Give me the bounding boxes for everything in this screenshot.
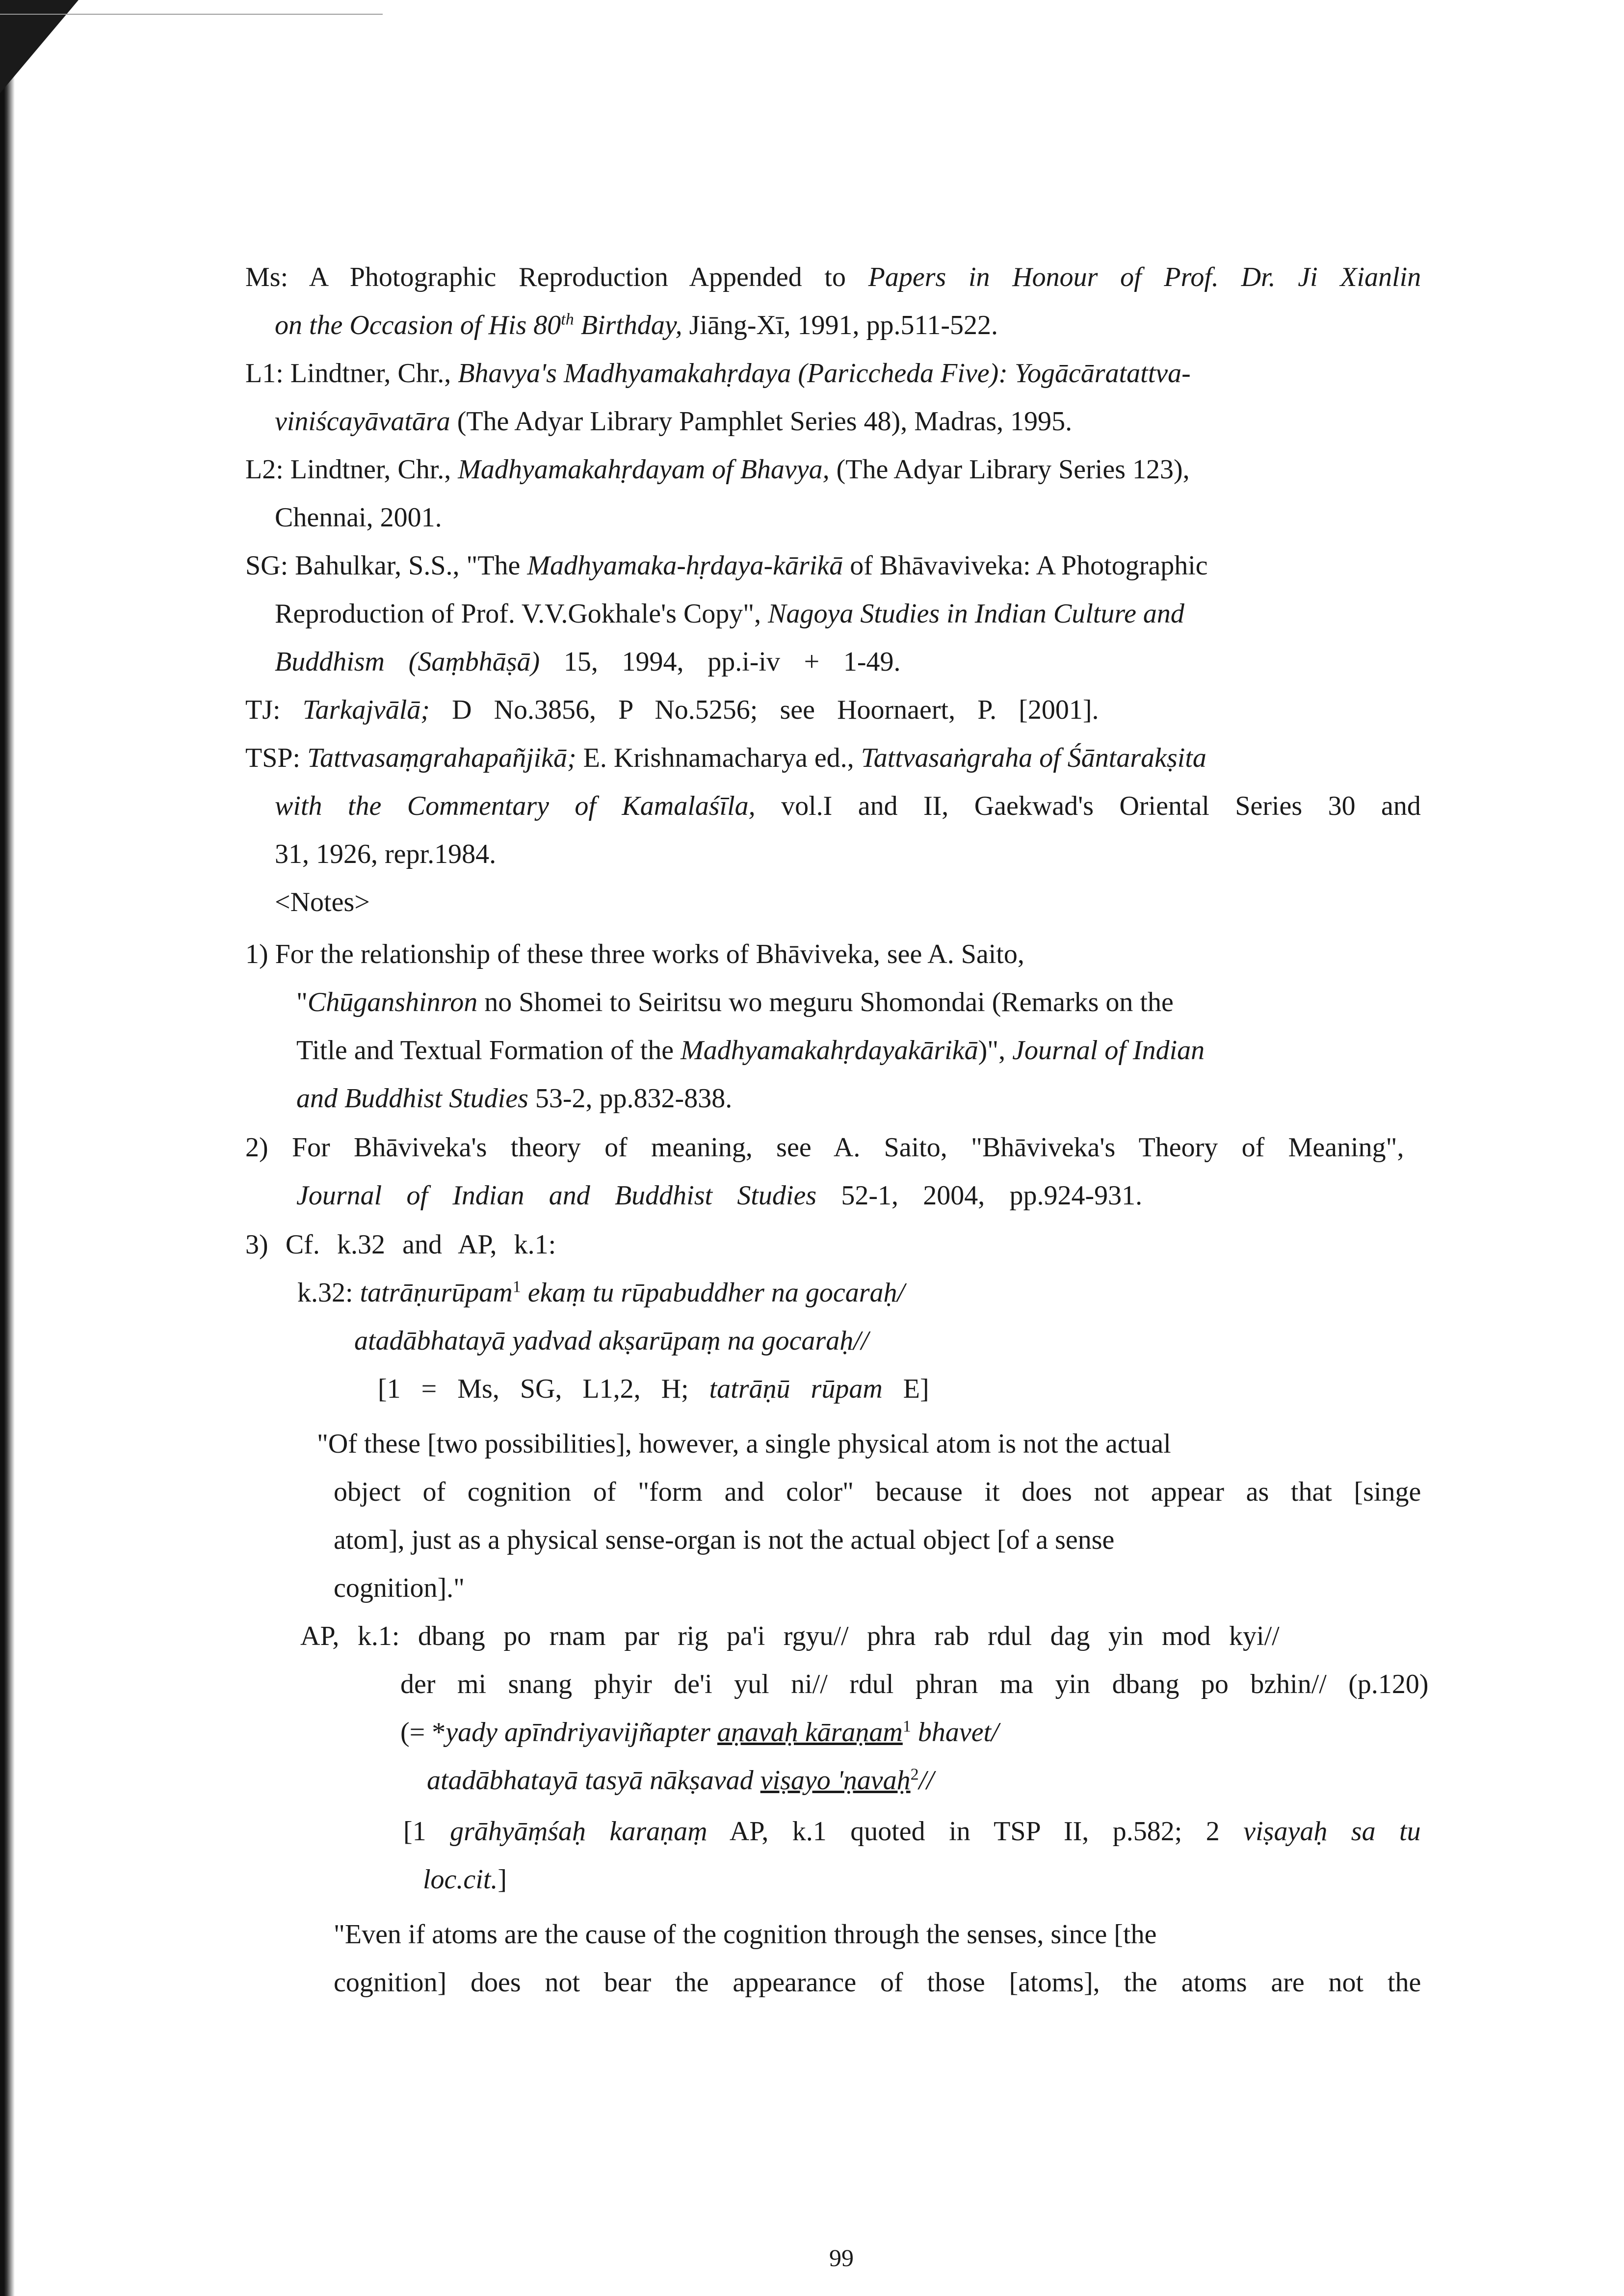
italic-text: atadābhatayā tasyā nākṣavad (427, 1765, 760, 1796)
text-run: no Shomei to Seiritsu wo meguru Shomondai (Remarks on the (477, 987, 1174, 1018)
text-line (275, 501, 442, 534)
italic-text: Journal of Indian (1012, 1035, 1205, 1066)
italic-text: Tattvasaṃgrahapañjikā; (307, 743, 576, 773)
text-line (275, 646, 901, 678)
italic-text: yady apīndriyavijñapter (445, 1717, 717, 1748)
italic-text: atadābhatayā yadvad akṣarūpaṃ na gocaraḥ// (354, 1326, 869, 1356)
italic-text: grāhyāṃśaḥ karaṇaṃ (450, 1816, 707, 1847)
text-run: SG: Bahulkar, S.S., "The (245, 550, 527, 581)
text-line (300, 1620, 1280, 1652)
text-run: k.32: (297, 1278, 360, 1308)
text-line (245, 549, 1208, 582)
text-run: cognition] does not bear the appearance of those [atoms], the atoms are not the (334, 1967, 1421, 1998)
scan-shadow-edge (0, 0, 15, 2296)
text-run: AP, k.1 quoted in TSP II, p.582; 2 (707, 1816, 1244, 1847)
text-run: [1 (403, 1816, 450, 1847)
text-run: 53-2, pp.832-838. (528, 1083, 733, 1114)
italic-text: Tarkajvālā; (302, 695, 430, 725)
text-run: 52-1, 2004, pp.924-931. (816, 1180, 1143, 1211)
text-line (245, 742, 1206, 774)
text-line (317, 1428, 1171, 1460)
text-run: 15, 1994, pp.i-iv + 1-49. (540, 647, 901, 677)
text-line (400, 1716, 999, 1748)
text-run: Jiāng-Xī, 1991, pp.511-522. (682, 310, 998, 340)
text-line (296, 1082, 732, 1115)
text-run: "Even if atoms are the cause of the cognition through the senses, since [the (334, 1919, 1157, 1950)
text-run: Title and Textual Formation of the (296, 1035, 681, 1066)
text-run: "Of these [two possibilities], however, a single physical atom is not the actual (317, 1429, 1171, 1459)
superscript-marker: th (561, 310, 574, 329)
italic-text: Bhavya's Madhyamakahṛdaya (Pariccheda Five): Yogācāratattva- (458, 358, 1191, 389)
text-line (334, 1918, 1156, 1951)
text-run: Reproduction of Prof. V.V.Gokhale's Copy", (275, 599, 768, 629)
text-line (275, 309, 998, 341)
text-line (354, 1325, 868, 1357)
italic-text: Madhyamaka-hṛdaya-kārikā (527, 550, 843, 581)
text-run: 31, 1926, repr.1984. (275, 839, 497, 869)
italic-text: with the Commentary of Kamalaśīla, (275, 791, 756, 821)
text-run: " (296, 987, 308, 1018)
text-run: of Bhāvaviveka: A Photographic (843, 550, 1208, 581)
italic-text: Birthday, (574, 310, 682, 340)
text-line (275, 790, 1421, 822)
italic-text: viṣayo 'ṇavaḥ (760, 1765, 911, 1796)
text-run: L1: Lindtner, Chr., (245, 358, 458, 389)
italic-text: Madhyamakahṛdayakārikā (681, 1035, 978, 1066)
superscript-marker: 1 (902, 1717, 911, 1736)
text-line (275, 405, 1072, 438)
text-line (296, 986, 1174, 1018)
text-line (245, 1228, 556, 1261)
text-line (403, 1815, 1421, 1848)
italic-text: viniścayāvatāra (275, 406, 450, 437)
text-run: [1 = Ms, SG, L1,2, H; (378, 1374, 709, 1404)
text-line (245, 261, 1421, 293)
text-run: E. Krishnamacharya ed., (576, 743, 861, 773)
italic-text: Madhyamakahṛdayam of Bhavya, (458, 454, 830, 485)
italic-text: Tattvasaṅgraha of Śāntarakṣita (861, 743, 1206, 773)
text-run: L2: Lindtner, Chr., (245, 454, 458, 485)
text-line (297, 1277, 905, 1309)
text-run: cognition]." (334, 1573, 465, 1603)
text-run: TSP: (245, 743, 308, 773)
text-line (334, 1476, 1421, 1508)
text-run: Ms: A Photographic Reproduction Appended to (245, 262, 868, 292)
text-run: (The Adyar Library Series 123), (829, 454, 1190, 485)
italic-text: Papers in Honour of Prof. Dr. Ji Xianlin (868, 262, 1421, 292)
italic-text: loc.cit. (423, 1864, 498, 1895)
italic-text: // (918, 1765, 934, 1796)
text-run: )", (978, 1035, 1013, 1066)
text-line (245, 938, 1024, 970)
text-run: atom], just as a physical sense-organ is not the actual object [of a sense (334, 1525, 1115, 1555)
italic-text: tatrāṇū rūpam (709, 1374, 883, 1404)
text-run: vol.I and II, Gaekwad's Oriental Series 30 and (755, 791, 1421, 821)
text-line (400, 1668, 1429, 1700)
text-line (245, 357, 1191, 390)
text-line (423, 1863, 507, 1896)
text-line (275, 598, 1184, 630)
text-line (427, 1764, 934, 1797)
italic-text: ekaṃ tu rūpabuddher na gocaraḥ/ (521, 1278, 905, 1308)
text-line (296, 1179, 1142, 1212)
italic-text: Buddhism (Saṃbhāṣā) (275, 647, 540, 677)
italic-text: and Buddhist Studies (296, 1083, 528, 1114)
text-line (334, 1524, 1114, 1556)
scan-top-line (0, 14, 383, 15)
superscript-marker: 1 (512, 1278, 521, 1296)
text-line (296, 1034, 1205, 1067)
text-run: (= * (400, 1717, 446, 1748)
text-run: der mi snang phyir de'i yul ni// rdul phran ma yin dbang po bzhin// (p.120) (400, 1669, 1429, 1699)
text-run: 3) Cf. k.32 and AP, k.1: (245, 1229, 556, 1260)
text-line (334, 1572, 465, 1604)
italic-text: bhavet/ (911, 1717, 999, 1748)
page-number: 99 (829, 2244, 854, 2271)
superscript-marker: 2 (910, 1765, 919, 1784)
italic-text: viṣayaḥ sa tu (1243, 1816, 1421, 1847)
italic-text: Nagoya Studies in Indian Culture and (768, 599, 1184, 629)
text-run: ] (498, 1864, 507, 1895)
text-run: TJ: (245, 695, 303, 725)
text-line (245, 1131, 1404, 1164)
italic-text: aṇavaḥ kāraṇam (717, 1717, 903, 1748)
italic-text: Chūganshinron (307, 987, 478, 1018)
text-line (245, 453, 1190, 486)
text-run: E] (882, 1374, 929, 1404)
italic-text: tatrāṇurūpam (360, 1278, 513, 1308)
italic-text: on the Occasion of His 80 (275, 310, 561, 340)
text-run: (The Adyar Library Pamphlet Series 48), Madras, 1995. (450, 406, 1073, 437)
text-line (275, 838, 496, 870)
text-run: <Notes> (275, 887, 370, 917)
text-line (275, 886, 370, 918)
text-run: 2) For Bhāviveka's theory of meaning, see A. Saito, "Bhāviveka's Theory of Meaning", (245, 1132, 1404, 1163)
text-line (334, 1966, 1421, 1999)
text-run: D No.3856, P No.5256; see Hoornaert, P. [2001]. (429, 695, 1099, 725)
text-line (245, 694, 1099, 726)
italic-text: Journal of Indian and Buddhist Studies (296, 1180, 817, 1211)
text-run: Chennai, 2001. (275, 502, 442, 533)
text-run: object of cognition of "form and color" because it does not appear as that [singe (334, 1477, 1421, 1507)
text-line (378, 1373, 929, 1405)
text-run: AP, k.1: dbang po rnam par rig pa'i rgyu// phra rab rdul dag yin mod kyi// (300, 1621, 1280, 1651)
text-run: 1) For the relationship of these three works of Bhāviveka, see A. Saito, (245, 939, 1024, 969)
